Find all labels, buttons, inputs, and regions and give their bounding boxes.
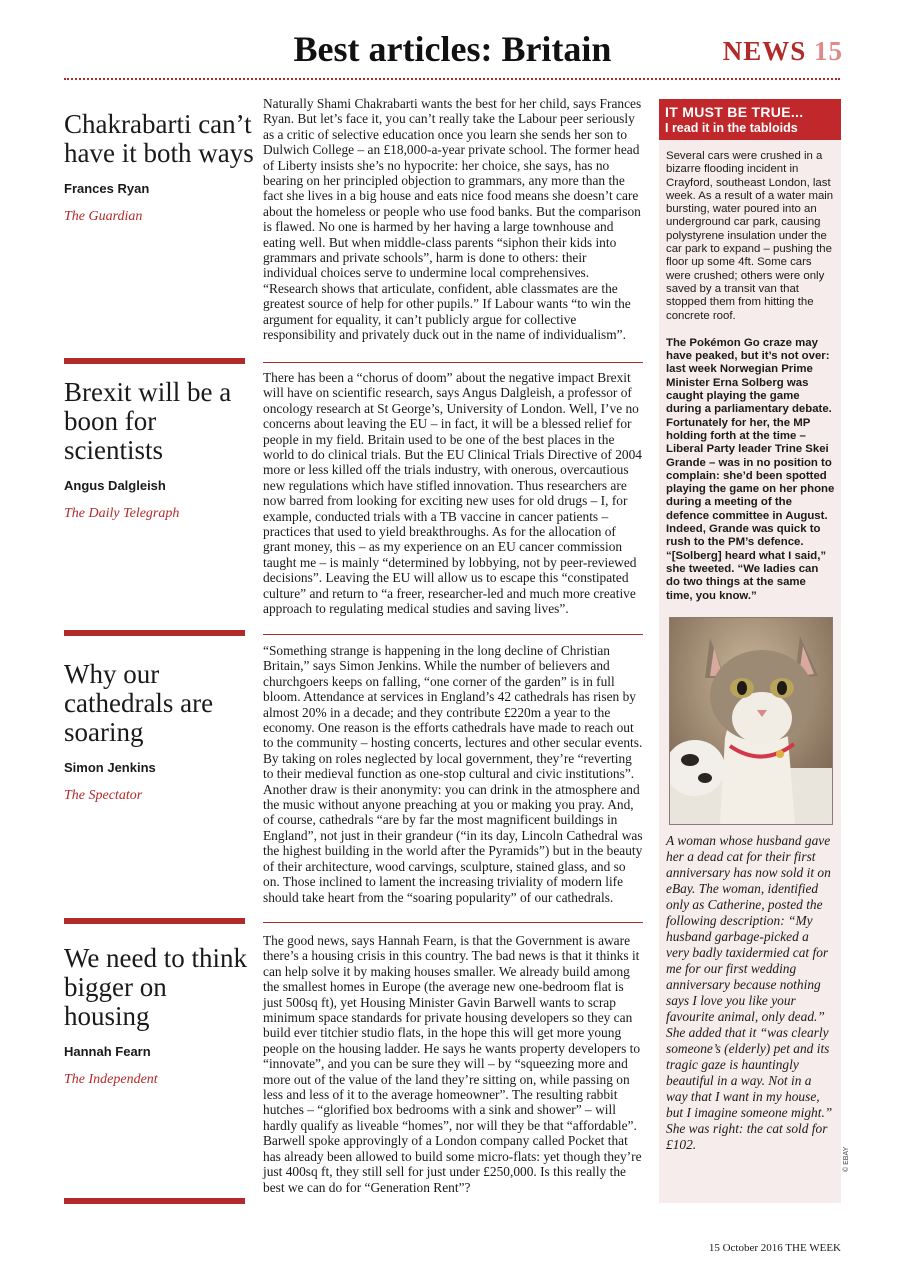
page-title: Best articles: Britain <box>293 29 612 69</box>
article-1-heading <box>64 110 254 225</box>
article-1-source: The Guardian <box>64 209 143 224</box>
article-1-red-bar <box>64 358 245 364</box>
article-1-divider <box>263 362 643 363</box>
footer-date-issue: 15 October 2016 THE WEEK <box>708 1242 841 1254</box>
article-1-headline: Chakrabarti can’t have it both ways <box>64 109 254 168</box>
sidebar-subtitle: I read it in the tabloids <box>665 121 798 135</box>
cat-photo <box>669 617 833 825</box>
article-3-body: “Something strange is happening in the long decline of Christian Britain,” says Simon Jenkins. While the number of believers and churchgoers keeps on falling, “one corner of the garden” is in full bloom. Attendance at services in England’s 42 cathedrals has risen by almost 20% in a decade; and they contribute £220m a year to the economy. One reason is the efforts cathedrals have made to reach out to the community – hosting concerts, lectures and other secular events. By taking on roles neglected by local government, they’re “reverting to their medieval function as one-stop cultural and civic institutions”. Another draw is their anonymity: you can drink in the atmosphere and the music without anyone preaching at you or making you pray. And, of course, cathedrals “are by far the most magnificent buildings in England”, not just in their grandeur (“in its day, Lincoln Cathedral was the highest building in the world after the Pyramids”) but in the beauty of their architecture, wood carvings, sculpture, stained glass, and so on. Those inclined to lament the increasing triviality of modern life should take heart from the “soaring popularity” of our cathedrals. <box>263 643 643 905</box>
article-4-heading <box>64 944 254 1088</box>
article-3-source: The Spectator <box>64 788 143 803</box>
article-2-author: Angus Dalgleish <box>64 478 166 493</box>
article-1-body: Naturally Shami Chakrabarti wants the best for her child, says Frances Ryan. But let’s face it, you can’t really take the Labour peer seriously as a critic of selective education once you learn she sends her son to Dulwich College – an £18,000-a-year private school. The former head of Liberty insists she’s no hypocrite: her choice, she says, has no bearing on her principled objection to grammars, any more than the fact she lives in a big house and eats nice food means she doesn’t care about the homeless or people who use food banks. But the comparison is flawed. No one is harmed by her having a large townhouse and eating well. But when middle-class parents “siphon their kids into grammars and private schools”, harm is done to others: their individual choices serve to undermine local comprehensives. “Research shows that articulate, confident, able classmates are the greatest source of help for other pupils.” If Labour wants “to win the argument for equality, it can’t publicly argue for collective responsibility and privately duck out in the name of individualism”. <box>263 96 642 343</box>
article-4-red-bar <box>64 1198 245 1204</box>
sidebar-story-pokemon: The Pokémon Go craze may have peaked, but it’s not over: last week Norwegian Prime Minister Erna Solberg was caught playing the game during a parliamentary debate. Fortunately for her, the MP holding forth at the time – Liberal Party leader Trine Skei Grande – was in no position to complain: she’d been spotted playing the game on her phone during a meeting of the defence committee in August. Indeed, Grande was quick to rush to the PM’s defence. “[Solberg] heard what I said,” she tweeted. “We ladies can do two things at the same time, you know.” <box>666 336 835 602</box>
sidebar-header <box>659 99 841 140</box>
article-4-headline: We need to think bigger on housing <box>64 943 248 1031</box>
article-2-source: The Daily Telegraph <box>64 506 180 521</box>
article-2-red-bar <box>64 630 245 636</box>
article-3-red-bar <box>64 918 245 924</box>
section-label <box>723 36 843 67</box>
cat-photo-illustration <box>670 618 832 824</box>
article-4-source: The Independent <box>64 1072 158 1087</box>
cat-photo-caption: A woman whose husband gave her a dead cat for their first anniversary has now sold it on eBay. The woman, identified only as Catherine, posted the following description: “My husband garbage-picked a very badly taxidermied cat for me for our first wedding anniversary because nothing says I love you like your favourite animal, only dead.” She added that it “was clearly someone’s (elderly) pet and its tragic gaze is hauntingly beautiful in a way. Not in a way that I want in my house, but I imagine someone might.” She was right: the cat sold for £102. <box>666 832 833 1152</box>
section-word: NEWS <box>722 36 807 66</box>
page-number: 15 <box>814 36 843 66</box>
article-4-body: The good news, says Hannah Fearn, is that the Government is aware there’s a housing crisis in this country. The bad news is that it thinks it can help solve it by making houses smaller. We already build among the smallest homes in Europe (the average new one-bedroom flat is just 500sq ft), yet Housing Minister Gavin Barwell wants to scrap minimum space standards for private housing developers so they can build ever titchier studio flats, in the hope this will get more young people on the housing ladder. He says he wants property developers to “innovate”, and you can be sure they will – by “squeezing more and more out of the value of the land they’re sitting on, while passing on less and less of it to the average homeowner”. The resulting rabbit hutches – “glorified box bedrooms with a sink and shower” – will hardly qualify as liveable “homes”, nor will they be that “affordable”. Barwell spoke approvingly of a London company called Pocket that has already been allowed to build some micro-flats: yet though they’re just 400sq ft, they still sell for just under £250,000. Is this really the best we can do for “Generation Rent”? <box>263 933 642 1195</box>
photo-credit: © EBAY <box>843 1146 850 1172</box>
sidebar-title: IT MUST BE TRUE... <box>665 104 804 120</box>
article-3-heading <box>64 660 254 804</box>
article-2-headline: Brexit will be a boon for scientists <box>64 377 232 465</box>
article-2-body: There has been a “chorus of doom” about the negative impact Brexit will have on scientific research, says Angus Dalgleish, a professor of oncology research at St George’s, University of London. Well, I’ve no concerns about leaving the EU – in fact, it will be a blessed relief for people in my field. Britain used to be one of the best places in the world to do clinical trials. But the EU Clinical Trials Directive of 2004 more or less killed off the trials industry, with onerous, overcautious new regulations which have stifled innovation. Thus researchers are now barred from looking for exciting new uses for old drugs – I, for example, conducted trials with a TB vaccine in cancer patients – practices that used to yield breakthroughs. As for the allocation of grant money, this – as my experience on an EU cancer commission taught me – is mainly “determined by lobbying, not by peer-reviewed decisions”. Leaving the EU will allow us to escape this “constipated culture” and return to “a freer, researcher-led and much more creative approach to regulating medical studies and saving lives”. <box>263 370 642 617</box>
article-2-divider <box>263 634 643 635</box>
article-3-author: Simon Jenkins <box>64 760 156 775</box>
article-3-divider <box>263 922 643 923</box>
sidebar-story-flooding: Several cars were crushed in a bizarre flooding incident in Crayford, southeast London, last week. As a result of a water main bursting, water poured into an underground car park, causing polystyrene insulation under the car park to expand – pushing the floor up some 4ft. Some cars were crushed; others were only saved by a transit van that stopped them from hitting the concrete roof. <box>666 150 834 322</box>
article-4-author: Hannah Fearn <box>64 1044 151 1059</box>
article-3-headline: Why our cathedrals are soaring <box>64 659 214 747</box>
tabloid-sidebar <box>659 99 841 1203</box>
header-dotted-rule <box>64 78 840 80</box>
article-2-heading <box>64 378 254 522</box>
article-1-author: Frances Ryan <box>64 181 150 196</box>
